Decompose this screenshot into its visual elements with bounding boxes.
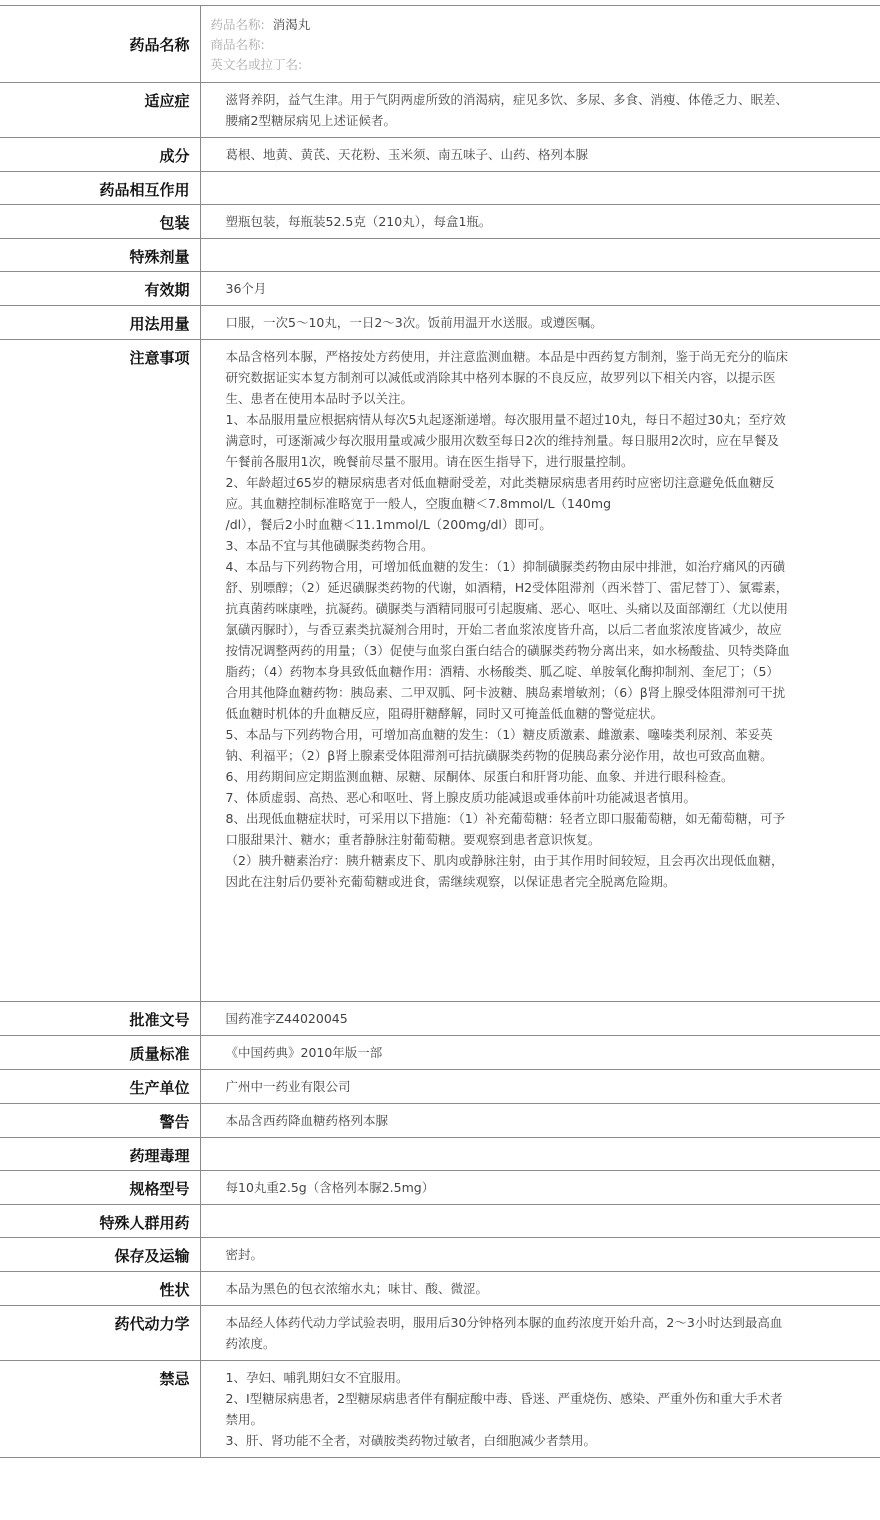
label-pharmacology: 药理毒理 — [0, 1138, 200, 1171]
value-paragraph: 2、年龄超过65岁的糖尿病患者对低血糖耐受差，对此类糖尿病患者用药时应密切注意避免低血糖反应。其血糖控制标准略宽于一般人，空腹血糖＜7.8mmol/L（140mg /dl），餐后2小时血糖＜11.1mmol/L（200mg/dl）即可。 — [225, 475, 775, 532]
value-pharmacokinetics — [200, 1306, 880, 1361]
generic-name-label: 药品名称: — [210, 17, 265, 32]
label-warning: 警告 — [0, 1104, 200, 1138]
label-manufacturer: 生产单位 — [0, 1070, 200, 1104]
row-appearance — [0, 1272, 880, 1306]
value-pharmacology — [200, 1138, 880, 1171]
value-paragraph: 4、本品与下列药物合用，可增加低血糖的发生：（1）抑制磺脲类药物由尿中排泄，如治疗痛风的丙磺舒、别嘌醇；（2）延迟磺脲类药物的代谢，如酒精，H2受体阻滞剂（西米替丁、雷尼替丁）、氯霉素，抗真菌药咪康唑，抗凝药。磺脲类与酒精同服可引起腹痛、恶心、呕吐、头痛以及面部潮红（尤以使用氯磺丙脲时），与香豆素类抗凝剂合用时，开始二者血浆浓度皆升高，以后二者血浆浓度皆减少，故应按情况调整两药的用量；（3）促使与血浆白蛋白结合的磺脲类药物分离出来，如水杨酸盐、贝特类降血脂药；（4）药物本身具致低血糖作用：酒精、水杨酸类、胍乙啶、单胺氧化酶抑制剂、奎尼丁；（5）合用其他降血糖药物：胰岛素、二甲双胍、阿卡波糖、胰岛素增敏剂；（6）β肾上腺受体阻滞剂可干扰低血糖时机体的升血糖反应，阻碍肝糖酵解，同时又可掩盖低血糖的警觉症状。 — [225, 559, 790, 721]
label-drug-name: 药品名称 — [0, 6, 200, 83]
label-specification: 规格型号 — [0, 1171, 200, 1205]
row-special-dosage — [0, 239, 880, 272]
generic-name-line — [211, 15, 871, 35]
row-ingredients — [0, 138, 880, 172]
row-storage — [0, 1238, 880, 1272]
value-special-dosage — [200, 239, 880, 272]
row-dosage — [0, 306, 880, 340]
value-paragraph: 5、本品与下列药物合用，可增加高血糖的发生：（1）糖皮质激素、雌激素、噻嗪类利尿剂、苯妥英钠、利福平；（2）β肾上腺素受体阻滞剂可拮抗磺脲类药物的促胰岛素分泌作用，故也可致高血糖。 — [225, 727, 773, 763]
value-paragraph: 每10丸重2.5g（含格列本脲2.5mg） — [225, 1180, 435, 1195]
row-shelf-life — [0, 272, 880, 306]
value-contraindications — [200, 1361, 880, 1458]
value-paragraph: 6、用药期间应定期监测血糖、尿糖、尿酮体、尿蛋白和肝肾功能、血象、并进行眼科检查。 — [225, 769, 734, 784]
generic-name-value: 消渴丸 — [272, 17, 311, 32]
label-pharmacokinetics: 药代动力学 — [0, 1306, 200, 1361]
value-ingredients — [200, 138, 880, 172]
row-pharmacology — [0, 1138, 880, 1171]
label-storage: 保存及运输 — [0, 1238, 200, 1272]
value-paragraph: 滋肾养阴，益气生津。用于气阴两虚所致的消渴病，症见多饮、多尿、多食、消瘦、体倦乏力、眠差、腰痛2型糖尿病见上述证候者。 — [225, 92, 789, 128]
label-ingredients: 成分 — [0, 138, 200, 172]
row-drug-name — [0, 6, 880, 83]
value-paragraph: 口服，一次5～10丸，一日2～3次。饭前用温开水送服。或遵医嘱。 — [225, 315, 603, 330]
english-name-label: 英文名或拉丁名: — [210, 57, 303, 72]
trade-name-label: 商品名称: — [210, 37, 265, 52]
value-paragraph: （2）胰升糖素治疗：胰升糖素皮下、肌肉或静脉注射，由于其作用时间较短，且会再次出现低血糖，因此在注射后仍要补充葡萄糖或进食，需继续观察，以保证患者完全脱离危险期。 — [225, 853, 784, 889]
value-paragraph: 本品为黑色的包衣浓缩水丸；味甘、酸、微涩。 — [225, 1281, 489, 1296]
row-indications — [0, 83, 880, 138]
value-indications — [200, 83, 880, 138]
english-name-line — [211, 55, 871, 75]
value-paragraph: 1、本品服用量应根据病情从每次5丸起逐渐递增。每次服用量不超过10丸，每日不超过30丸；至疗效满意时，可逐渐减少每次服用量或减少服用次数至每日2次的维持剂量。每日服用2次时，应在早餐及午餐前各服用1次，晚餐前尽量不服用。请在医生指导下，进行服量控制。 — [225, 412, 786, 469]
label-special-dosage: 特殊剂量 — [0, 239, 200, 272]
row-manufacturer — [0, 1070, 880, 1104]
value-manufacturer — [200, 1070, 880, 1104]
row-packaging — [0, 205, 880, 239]
value-interactions — [200, 172, 880, 205]
value-paragraph: 国药准字Z44020045 — [225, 1011, 348, 1026]
value-paragraph: 1、孕妇、哺乳期妇女不宜服用。 — [225, 1370, 409, 1385]
value-shelf-life — [200, 272, 880, 306]
value-paragraph: 塑瓶包装，每瓶装52.5克（210丸），每盒1瓶。 — [225, 214, 492, 229]
label-precautions: 注意事项 — [0, 340, 200, 1002]
value-storage — [200, 1238, 880, 1272]
value-specification — [200, 1171, 880, 1205]
row-quality-standard — [0, 1036, 880, 1070]
value-paragraph: 葛根、地黄、黄芪、天花粉、玉米须、南五味子、山药、格列本脲 — [225, 147, 589, 162]
value-paragraph: 本品含西药降血糖药格列本脲 — [225, 1113, 389, 1128]
value-dosage — [200, 306, 880, 340]
value-paragraph: 《中国药典》2010年版一部 — [225, 1045, 383, 1060]
label-appearance: 性状 — [0, 1272, 200, 1306]
row-special-populations — [0, 1205, 880, 1238]
row-specification — [0, 1171, 880, 1205]
value-special-populations — [200, 1205, 880, 1238]
row-contraindications — [0, 1361, 880, 1458]
value-warning — [200, 1104, 880, 1138]
value-paragraph: 本品经人体药代动力学试验表明，服用后30分钟格列本脲的血药浓度开始升高，2～3小时达到最高血药浓度。 — [225, 1315, 783, 1351]
row-interactions — [0, 172, 880, 205]
label-approval-number: 批准文号 — [0, 1002, 200, 1036]
label-quality-standard: 质量标准 — [0, 1036, 200, 1070]
value-paragraph: 本品含格列本脲，严格按处方药使用，并注意监测血糖。本品是中西药复方制剂，鉴于尚无充分的临床研究数据证实本复方制剂可以减低或消除其中格列本脲的不良反应，故罗列以下相关内容，以提示医生、患者在使用本品时予以关注。 — [225, 349, 789, 406]
label-packaging: 包装 — [0, 205, 200, 239]
label-interactions: 药品相互作用 — [0, 172, 200, 205]
label-indications: 适应症 — [0, 83, 200, 138]
value-paragraph: 7、体质虚弱、高热、恶心和呕吐、肾上腺皮质功能减退或垂体前叶功能减退者慎用。 — [225, 790, 696, 805]
label-special-populations: 特殊人群用药 — [0, 1205, 200, 1238]
value-drug-name — [200, 6, 880, 83]
row-warning — [0, 1104, 880, 1138]
value-paragraph: 广州中一药业有限公司 — [225, 1079, 351, 1094]
value-paragraph: 2、I型糖尿病患者，2型糖尿病患者伴有酮症酸中毒、昏迷、严重烧伤、感染、严重外伤和重大手术者禁用。 — [225, 1391, 783, 1427]
value-precautions — [200, 340, 880, 1002]
label-shelf-life: 有效期 — [0, 272, 200, 306]
row-precautions — [0, 340, 880, 1002]
value-paragraph: 3、肝、肾功能不全者，对磺胺类药物过敏者，白细胞减少者禁用。 — [225, 1433, 596, 1448]
value-paragraph: 3、本品不宜与其他磺脲类药物合用。 — [225, 538, 434, 553]
value-paragraph: 8、出现低血糖症状时，可采用以下措施：（1）补充葡萄糖：轻者立即口服葡萄糖，如无葡萄糖，可予口服甜果汁、糖水；重者静脉注射葡萄糖。要观察到患者意识恢复。 — [225, 811, 786, 847]
value-paragraph: 密封。 — [225, 1247, 264, 1262]
label-contraindications: 禁忌 — [0, 1361, 200, 1458]
value-paragraph: 36个月 — [225, 281, 267, 296]
label-dosage: 用法用量 — [0, 306, 200, 340]
value-approval-number — [200, 1002, 880, 1036]
row-pharmacokinetics — [0, 1306, 880, 1361]
value-quality-standard — [200, 1036, 880, 1070]
row-approval-number — [0, 1002, 880, 1036]
trade-name-line — [211, 35, 871, 55]
value-packaging — [200, 205, 880, 239]
drug-info-table — [0, 5, 880, 1458]
value-appearance — [200, 1272, 880, 1306]
